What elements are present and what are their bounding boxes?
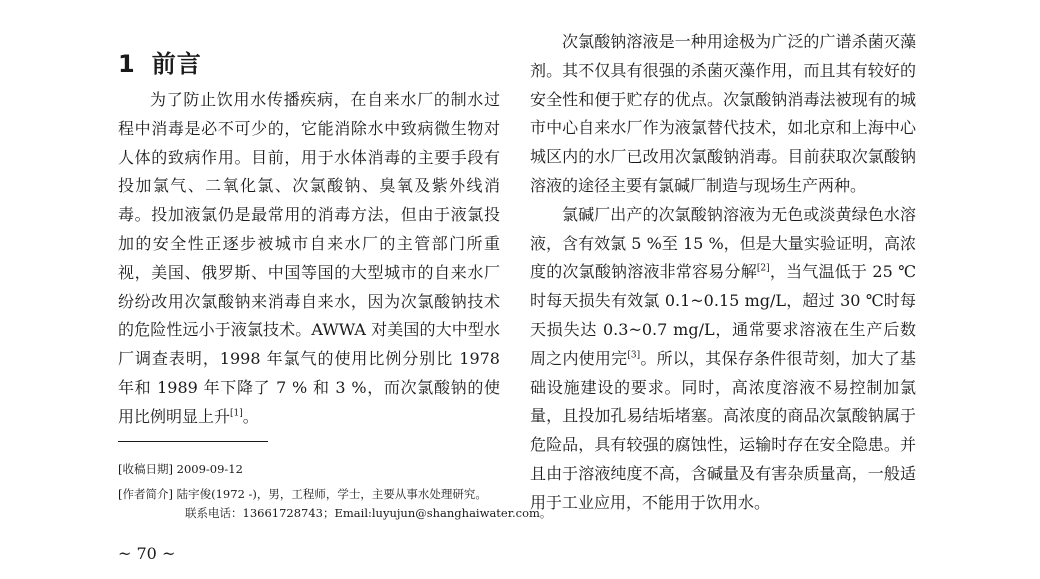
footnote-divider	[118, 441, 268, 442]
paragraph-2	[530, 201, 916, 518]
citation-ref: [1]	[230, 408, 243, 419]
section-heading	[118, 44, 202, 79]
section-number: 1	[118, 50, 136, 78]
received-date: [收稿日期] 2009-09-12	[118, 462, 243, 476]
paragraph-1: 次氯酸钠溶液是一种用途极为广泛的广谱杀菌灭藻剂。其不仅具有很强的杀菌灭藻作用，而且其有较好的安全性和便于贮存的优点。次氯酸钠消毒法被现有的城市中心自来水厂作为液氯替代技术，如北京和上海中心城区内的水厂已改用次氯酸钠消毒。目前获取次氯酸钠溶液的途径主要有氯碱厂制造与现场生产两种。	[530, 32, 916, 195]
author-bio: [作者简介] 陆宇俊(1972 -)，男，工程师，学士，主要从事水处理研究。	[118, 487, 487, 501]
page-number: ~ 70 ~	[118, 544, 176, 563]
left-column	[118, 86, 500, 432]
citation-ref: [3]	[627, 350, 641, 361]
author-contact: 联系电话：13661728743；Email:luyujun@shanghaiwater.com。	[185, 506, 552, 520]
paragraph-text: 。所以，其保存条件很苛刻，加大了基础设施建设的要求。同时，高浓度溶液不易控制加氯量，且投加孔易结垢堵塞。高浓度的商品次氯酸钠属于危险品，具有较强的腐蚀性，运输时存在安全隐患。并且由于溶液纯度不高，含碱量及有害杂质量高，一般适用于工业应用，不能用于饮用水。	[530, 348, 916, 512]
intro-paragraph	[118, 86, 500, 432]
paragraph-tail: 。	[242, 406, 259, 426]
paragraph-text: ，当气温低于 25 ℃时每天损失有效氯 0.1~0.15 mg/L，超过 30 ℃时每天损失达 0.3~0.7 mg/L，通常要求溶液在生产后数周之内使用完	[530, 262, 916, 368]
paragraph-text: 氯碱厂出产的次氯酸钠溶液为无色或淡黄绿色水溶液，含有效氯 5 %至 15 %，但是大量实验证明，高浓度的次氯酸钠溶液非常容易分解	[530, 204, 916, 282]
citation-ref: [2]	[756, 264, 770, 275]
paragraph-text: 为了防止饮用水传播疾病，在自来水厂的制水过程中消毒是必不可少的，它能消除水中致病微生物对人体的致病作用。目前，用于水体消毒的主要手段有投加氯气、二氧化氯、次氯酸钠、臭氧及紫外线消毒。投加液氯仍是最常用的消毒方法，但由于液氯投加的安全性正逐步被城市自来水厂的主管部门所重视，美国、俄罗斯、中国等国的大型城市的自来水厂纷纷改用次氯酸钠来消毒自来水，因为次氯酸钠技术的危险性远小于液氯技术。AWWA 对美国的大中型水厂调查表明，1998 年氯气的使用比例分别比 1978 年和 1989 年下降了 7 % 和 3 %，而次氯酸钠的使用比例明显上升	[118, 90, 500, 426]
right-column	[530, 28, 916, 518]
section-title: 前言	[151, 50, 202, 78]
